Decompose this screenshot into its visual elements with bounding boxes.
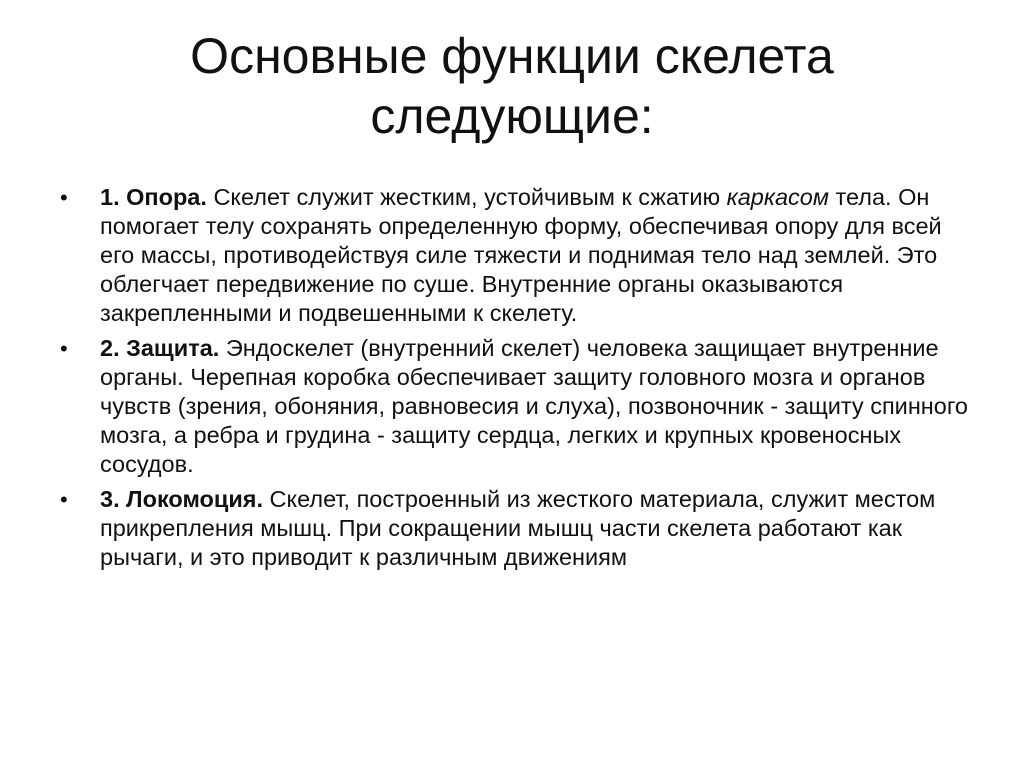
functions-list — [60, 183, 970, 578]
list-item-support — [60, 183, 970, 328]
item-text: Эндоскелет (внутренний скелет) человека защищает внутренние органы. Черепная коробка обеспечивает защиту головного мозга и органов чувств (зрения, обоняния, равновесия и слуха), позвоночник - защиту спинного мозга, а ребра и грудина - защиту сердца, легких и крупных кровеносных сосудов. — [100, 335, 968, 477]
item-heading: 2. Защита. — [100, 335, 220, 361]
item-text-before: Скелет служит жестким, устойчивым к сжатию — [206, 184, 727, 210]
bullet-icon: • — [60, 336, 68, 361]
item-heading: 1. Опора. — [100, 184, 207, 210]
bullet-icon: • — [60, 487, 68, 512]
item-heading: 3. Локомоция. — [100, 486, 264, 512]
list-item-protection — [60, 334, 970, 479]
item-emphasis-term: каркасом — [726, 184, 829, 210]
slide-title-line-2: следующие: — [370, 88, 654, 144]
item-text-after: тела. Он помогает телу сохранять определенную форму, обеспечивая опору для всей его массы, противодействуя силе тяжести и поднимая тело над землей. Это облегчает передвижение по суше. Внутренние органы оказываются закрепленными и подвешенными к скелету. — [100, 184, 942, 326]
slide-title — [60, 26, 964, 146]
bullet-icon: • — [60, 185, 68, 210]
slide-title-line-1: Основные функции скелета — [190, 28, 834, 84]
list-item-locomotion — [60, 485, 970, 572]
item-text: Скелет, построенный из жесткого материала, служит местом прикрепления мышц. При сокращении мышц части скелета работают как рычаги, и это приводит к различным движениям — [100, 486, 936, 570]
